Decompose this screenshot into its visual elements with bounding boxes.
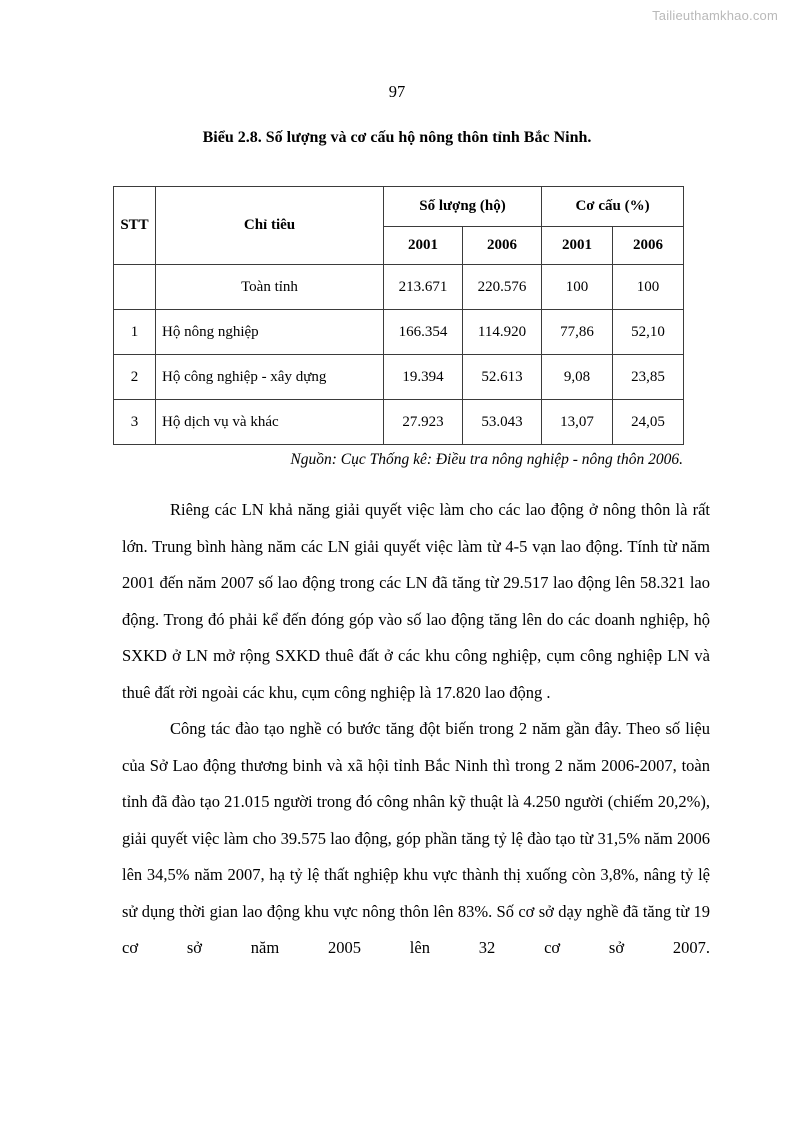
cell-quantity-2001: 166.354 <box>384 310 463 355</box>
header-indicator: Chỉ tiêu <box>156 187 384 265</box>
header-group-quantity: Số lượng (hộ) <box>384 187 542 227</box>
cell-indicator-label: Hộ dịch vụ và khác <box>156 400 384 445</box>
cell-quantity-2001: 19.394 <box>384 355 463 400</box>
cell-structure-2001: 100 <box>542 265 613 310</box>
cell-stt: 3 <box>114 400 156 445</box>
paragraph-2: Công tác đào tạo nghề có bước tăng đột biến trong 2 năm gần đây. Theo số liệu của Sở Lao động thương binh và xã hội tỉnh Bắc Ninh thì trong 2 năm 2006-2007, toàn tỉnh đã đào tạo 21.015 người trong đó công nhân kỹ thuật là 4.250 người (chiếm 20,2%), giải quyết việc làm cho 39.575 lao động, góp phần tăng tỷ lệ đào tạo từ 31,5% năm 2006 lên 34,5% năm 2007, hạ tỷ lệ thất nghiệp khu vực thành thị xuống còn 3,8%, nâng tỷ lệ sử dụng thời gian lao động khu vực nông thôn lên 83%. Số cơ sở dạy nghề đã tăng từ 19 cơ sở năm 2005 lên 32 cơ sở 2007. <box>122 719 710 957</box>
cell-quantity-2006: 220.576 <box>463 265 542 310</box>
cell-quantity-2006: 52.613 <box>463 355 542 400</box>
cell-quantity-2001: 213.671 <box>384 265 463 310</box>
cell-stt <box>114 265 156 310</box>
cell-quantity-2001: 27.923 <box>384 400 463 445</box>
cell-structure-2006: 23,85 <box>613 355 684 400</box>
site-watermark: Tailieuthamkhao.com <box>652 8 778 23</box>
table-caption: Biểu 2.8. Số lượng và cơ cấu hộ nông thôn tỉnh Bắc Ninh. <box>202 129 592 146</box>
source-note: Nguồn: Cục Thống kê: Điều tra nông nghiệp - nông thôn 2006. <box>290 451 683 468</box>
page-number: 97 <box>388 82 406 101</box>
table-header-row-groups <box>114 187 684 227</box>
cell-quantity-2006: 114.920 <box>463 310 542 355</box>
header-group-structure: Cơ cấu (%) <box>542 187 684 227</box>
header-structure-2006: 2006 <box>613 227 684 265</box>
paragraph-1: Riêng các LN khả năng giải quyết việc làm cho các lao động ở nông thôn là rất lớn. Trung bình hàng năm các LN giải quyết việc làm từ 4-5 vạn lao động. Tính từ năm 2001 đến năm 2007 số lao động trong các LN đã tăng từ 29.517 lao động lên 58.321 lao động. Trong đó phải kể đến đóng góp vào số lao động tăng lên do các doanh nghiệp, hộ SXKD ở LN mở rộng SXKD thuê đất ở các khu công nghiệp, cụm công nghiệp LN và thuê đất rời ngoài các khu, cụm công nghiệp là 17.820 lao động . <box>122 500 710 702</box>
table-row <box>114 310 684 355</box>
cell-structure-2001: 13,07 <box>542 400 613 445</box>
table-head <box>114 187 684 265</box>
header-stt: STT <box>114 187 156 265</box>
cell-stt: 1 <box>114 310 156 355</box>
household-structure-table <box>113 186 684 445</box>
cell-structure-2006: 24,05 <box>613 400 684 445</box>
cell-structure-2006: 52,10 <box>613 310 684 355</box>
cell-indicator-label: Toàn tỉnh <box>156 265 384 310</box>
table-body <box>114 265 684 445</box>
cell-structure-2006: 100 <box>613 265 684 310</box>
data-table-container <box>113 186 683 445</box>
header-quantity-2006: 2006 <box>463 227 542 265</box>
table-row <box>114 355 684 400</box>
header-structure-2001: 2001 <box>542 227 613 265</box>
header-quantity-2001: 2001 <box>384 227 463 265</box>
cell-quantity-2006: 53.043 <box>463 400 542 445</box>
cell-stt: 2 <box>114 355 156 400</box>
cell-structure-2001: 9,08 <box>542 355 613 400</box>
body-text-block <box>122 492 710 1003</box>
table-row <box>114 400 684 445</box>
cell-indicator-label: Hộ nông nghiệp <box>156 310 384 355</box>
cell-structure-2001: 77,86 <box>542 310 613 355</box>
cell-indicator-label: Hộ công nghiệp - xây dựng <box>156 355 384 400</box>
table-row <box>114 265 684 310</box>
